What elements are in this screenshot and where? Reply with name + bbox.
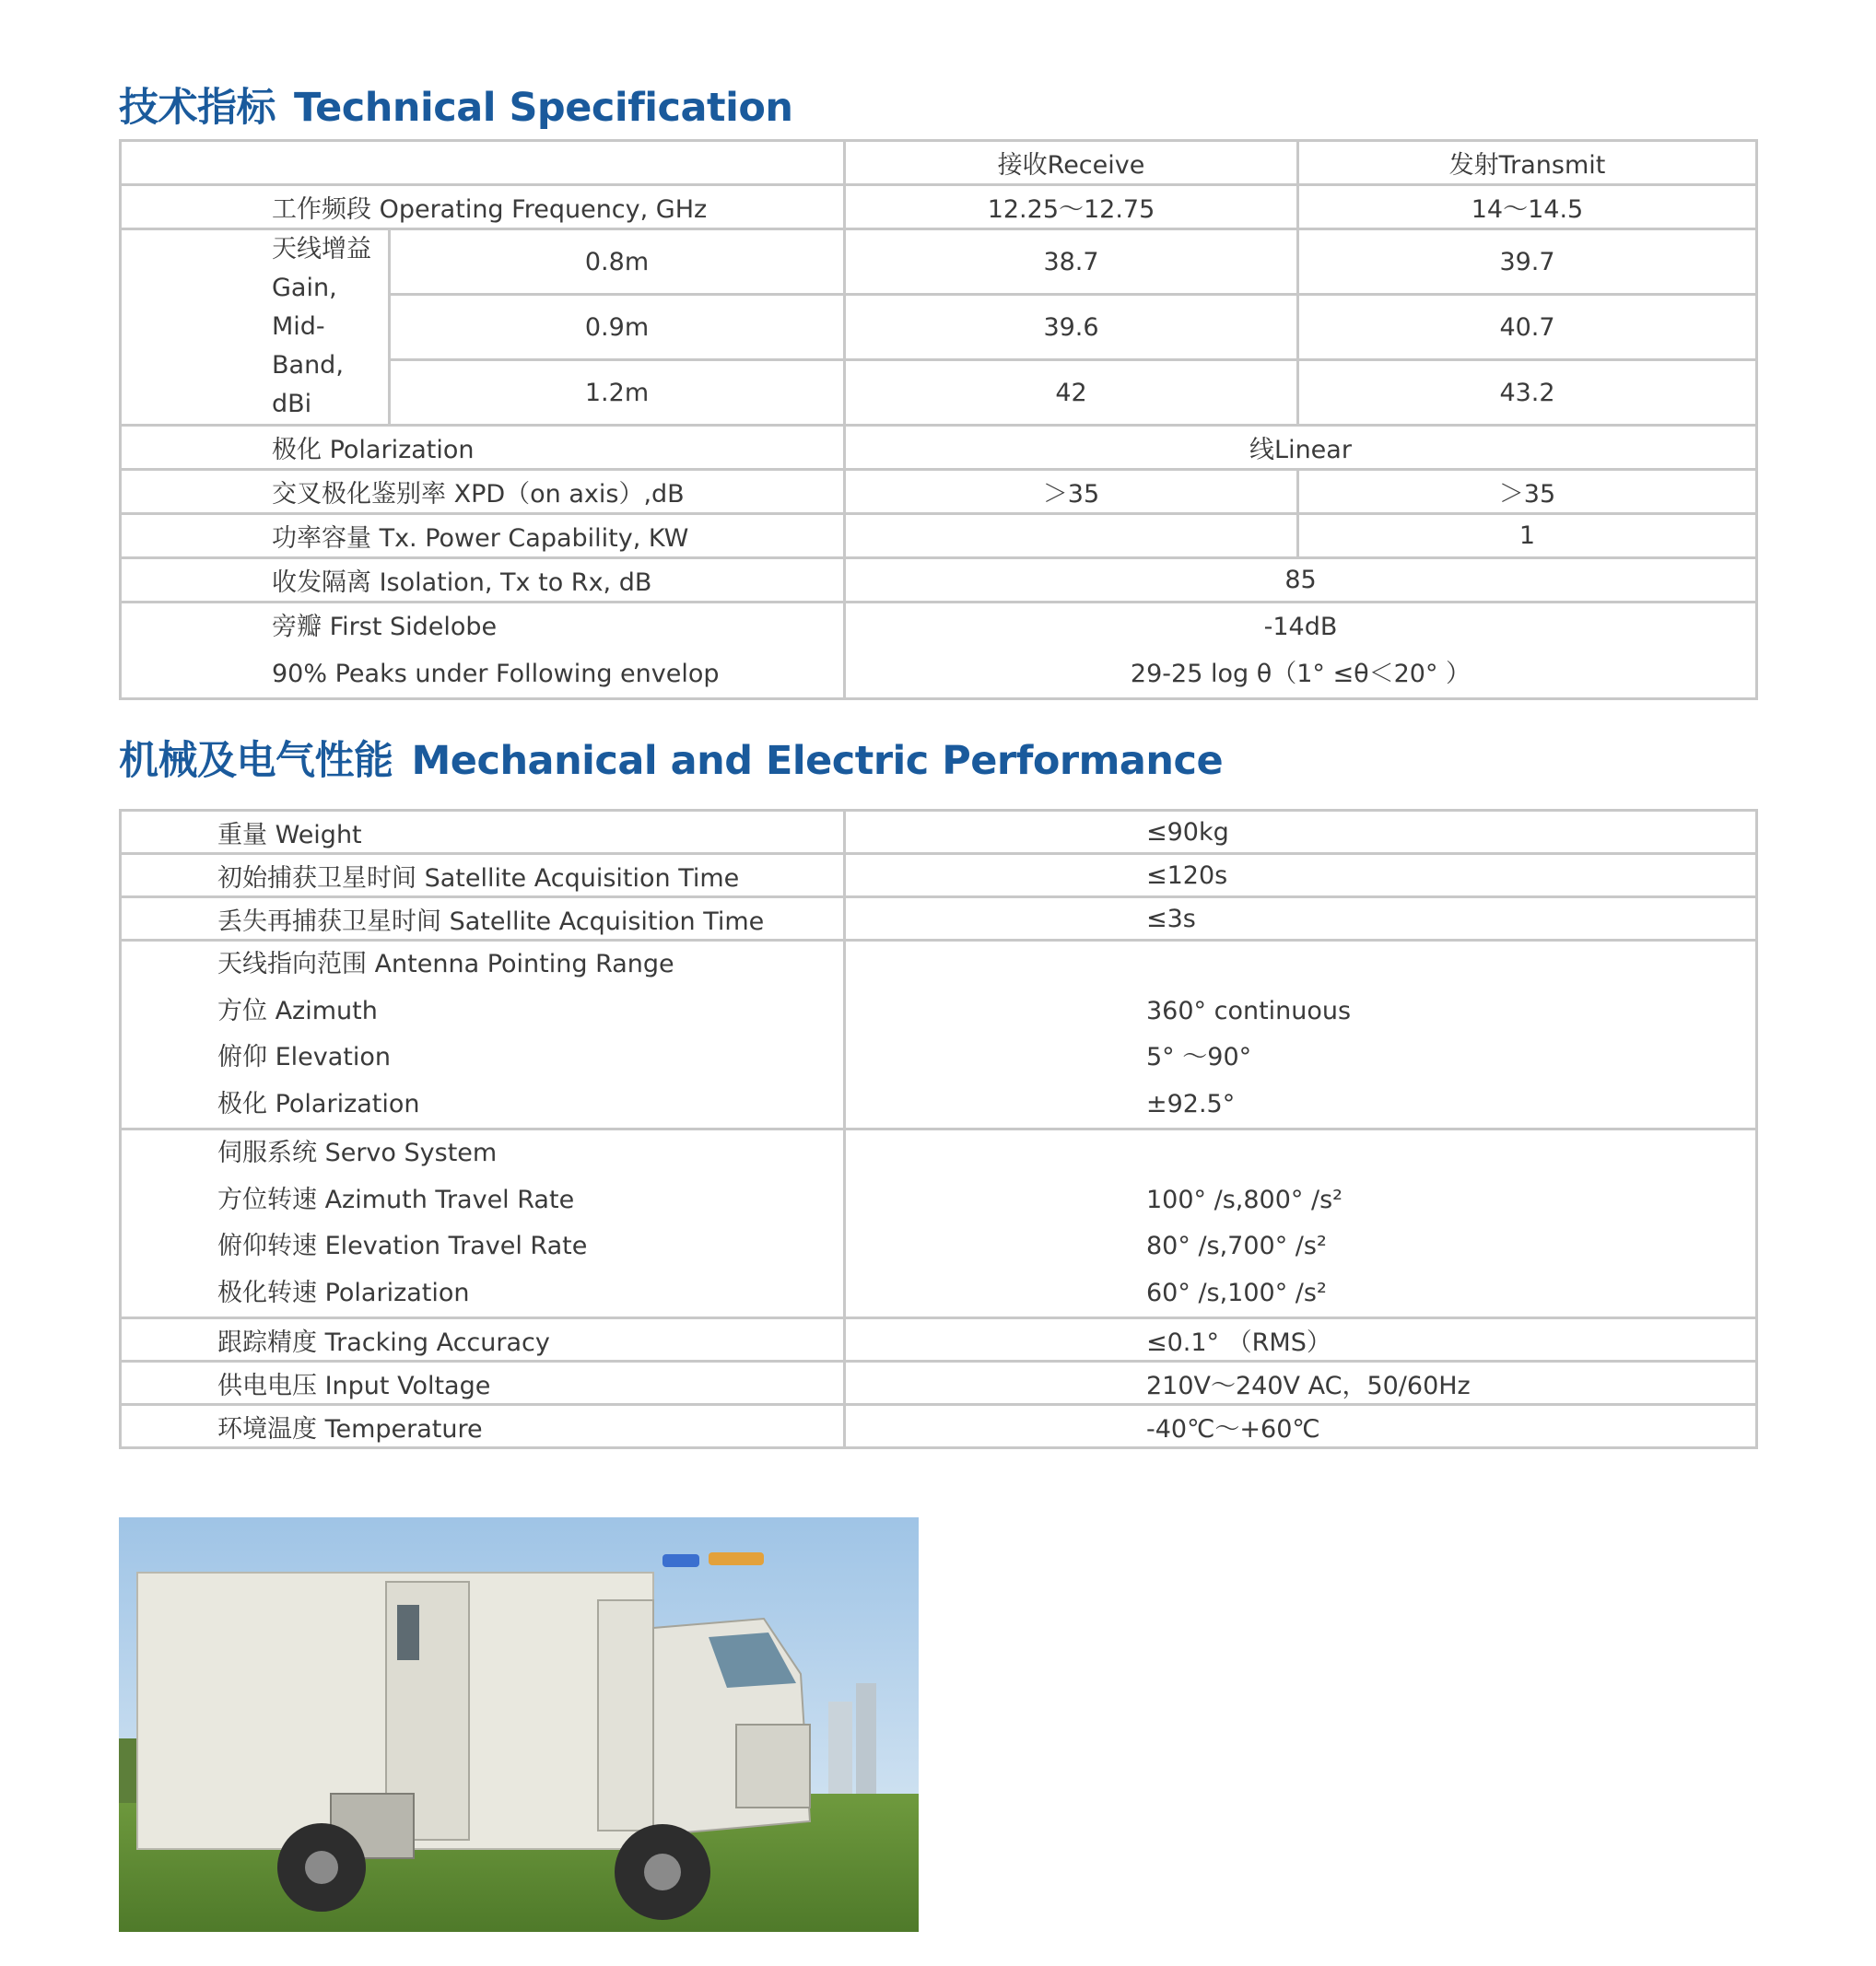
heading-cn: 技术指标 — [119, 85, 276, 131]
receive-header: 接收Receive — [845, 141, 1298, 185]
table-row — [121, 811, 1757, 854]
polarization-rate-label: 极化转速 Polarization — [217, 1278, 470, 1307]
isolation-value: 85 — [845, 558, 1757, 603]
weight-label: 重量 Weight — [121, 811, 845, 854]
pointing-range-title: 天线指向范围 Antenna Pointing Range — [217, 950, 674, 978]
background-building — [856, 1683, 876, 1812]
gain-label-en: Gain, Mid-Band, dBi — [272, 274, 344, 418]
initial-acquisition-value: ≤120s — [845, 854, 1757, 897]
table-row — [121, 1405, 1757, 1448]
pointing-range-labels — [121, 941, 845, 1129]
servo-values — [845, 1129, 1757, 1318]
roof-light — [662, 1554, 699, 1567]
power-label: 功率容量 Tx. Power Capability, KW — [121, 514, 845, 558]
polarization-label: 极化 Polarization — [121, 426, 845, 470]
xpd-rx: ＞35 — [845, 470, 1298, 514]
weight-value: ≤90kg — [845, 811, 1757, 854]
table-row — [121, 854, 1757, 897]
table-row — [121, 897, 1757, 941]
blank-line — [1146, 942, 1755, 989]
temperature-value: -40℃～+60℃ — [845, 1405, 1757, 1448]
temperature-label: 环境温度 Temperature — [121, 1405, 845, 1448]
elevation-rate-label: 俯仰转速 Elevation Travel Rate — [217, 1232, 588, 1260]
polarization-rate-value: 60° /s,100° /s² — [1146, 1278, 1327, 1307]
sidelobe-label — [121, 603, 845, 699]
header-blank-cell — [121, 141, 845, 185]
heading-en: Mechanical and Electric Performance — [411, 738, 1224, 784]
xpd-label: 交叉极化鉴别率 XPD（on axis）,dB — [121, 470, 845, 514]
sidelobe-value-2: 29-25 log θ（1° ≤θ＜20° ） — [1130, 660, 1471, 688]
elevation-label: 俯仰 Elevation — [217, 1043, 391, 1071]
table-row — [121, 470, 1757, 514]
table-row — [121, 426, 1757, 470]
polarization-value: 线Linear — [845, 426, 1757, 470]
azimuth-label: 方位 Azimuth — [217, 996, 378, 1025]
mechanical-electric-heading — [119, 730, 1223, 786]
elevation-rate-value: 80° /s,700° /s² — [1146, 1232, 1327, 1260]
table-row — [121, 141, 1757, 185]
gain-size: 1.2m — [390, 360, 845, 426]
technical-specification-heading — [119, 76, 793, 133]
gain-rx: 39.6 — [845, 295, 1298, 360]
reacquisition-label: 丢失再捕获卫星时间 Satellite Acquisition Time — [121, 897, 845, 941]
table-row — [121, 1362, 1757, 1405]
voltage-value: 210V～240V AC，50/60Hz — [845, 1362, 1757, 1405]
table-row — [121, 229, 1757, 295]
table-row — [121, 941, 1757, 1129]
gain-size: 0.8m — [390, 229, 845, 295]
voltage-label: 供电电压 Input Voltage — [121, 1362, 845, 1405]
technical-spec-table — [119, 139, 1758, 700]
gain-tx: 43.2 — [1298, 360, 1757, 426]
front-hub — [644, 1854, 681, 1890]
frequency-tx: 14～14.5 — [1298, 185, 1757, 229]
frequency-rx: 12.25～12.75 — [845, 185, 1298, 229]
isolation-label: 收发隔离 Isolation, Tx to Rx, dB — [121, 558, 845, 603]
roof-light-bar — [709, 1552, 764, 1565]
table-row — [121, 185, 1757, 229]
azimuth-rate-label: 方位转速 Azimuth Travel Rate — [217, 1185, 575, 1214]
pointing-range-values — [845, 941, 1757, 1129]
table-row — [121, 558, 1757, 603]
power-rx — [845, 514, 1298, 558]
initial-acquisition-label: 初始捕获卫星时间 Satellite Acquisition Time — [121, 854, 845, 897]
xpd-tx: ＞35 — [1298, 470, 1757, 514]
mechanical-electric-table — [119, 809, 1758, 1449]
servo-title: 伺服系统 Servo System — [217, 1139, 498, 1167]
gain-rx: 38.7 — [845, 229, 1298, 295]
gain-size: 0.9m — [390, 295, 845, 360]
azimuth-rate-value: 100° /s,800° /s² — [1146, 1185, 1343, 1214]
reacquisition-value: ≤3s — [845, 897, 1757, 941]
power-tx: 1 — [1298, 514, 1757, 558]
gain-rx: 42 — [845, 360, 1298, 426]
rear-hub — [305, 1851, 338, 1884]
elevation-value: 5° ～90° — [1146, 1043, 1252, 1071]
truck-photo — [119, 1517, 919, 1932]
heading-cn: 机械及电气性能 — [119, 738, 393, 784]
tracking-value: ≤0.1° （RMS） — [845, 1318, 1757, 1362]
truck-side-panel — [598, 1600, 653, 1831]
truck-grille — [736, 1725, 810, 1808]
tracking-label: 跟踪精度 Tracking Accuracy — [121, 1318, 845, 1362]
table-row — [121, 514, 1757, 558]
frequency-label: 工作频段 Operating Frequency, GHz — [121, 185, 845, 229]
blank-line — [1146, 1130, 1755, 1177]
sidelobe-value — [845, 603, 1757, 699]
table-row — [121, 603, 1757, 699]
sidelobe-label-1: 旁瓣 First Sidelobe — [272, 613, 498, 641]
door-window — [397, 1605, 419, 1660]
table-row — [121, 1318, 1757, 1362]
polarization-value: ±92.5° — [1146, 1089, 1236, 1118]
servo-labels — [121, 1129, 845, 1318]
table-row — [121, 1129, 1757, 1318]
sidelobe-value-1: -14dB — [1263, 613, 1338, 641]
azimuth-value: 360° continuous — [1146, 996, 1352, 1025]
gain-tx: 39.7 — [1298, 229, 1757, 295]
gain-label — [121, 229, 390, 426]
transmit-header: 发射Transmit — [1298, 141, 1757, 185]
gain-tx: 40.7 — [1298, 295, 1757, 360]
gain-label-cn: 天线增益 — [272, 235, 371, 263]
sidelobe-label-2: 90% Peaks under Following envelop — [272, 660, 720, 688]
polarization-label: 极化 Polarization — [217, 1089, 420, 1118]
heading-en: Technical Specification — [294, 85, 793, 131]
